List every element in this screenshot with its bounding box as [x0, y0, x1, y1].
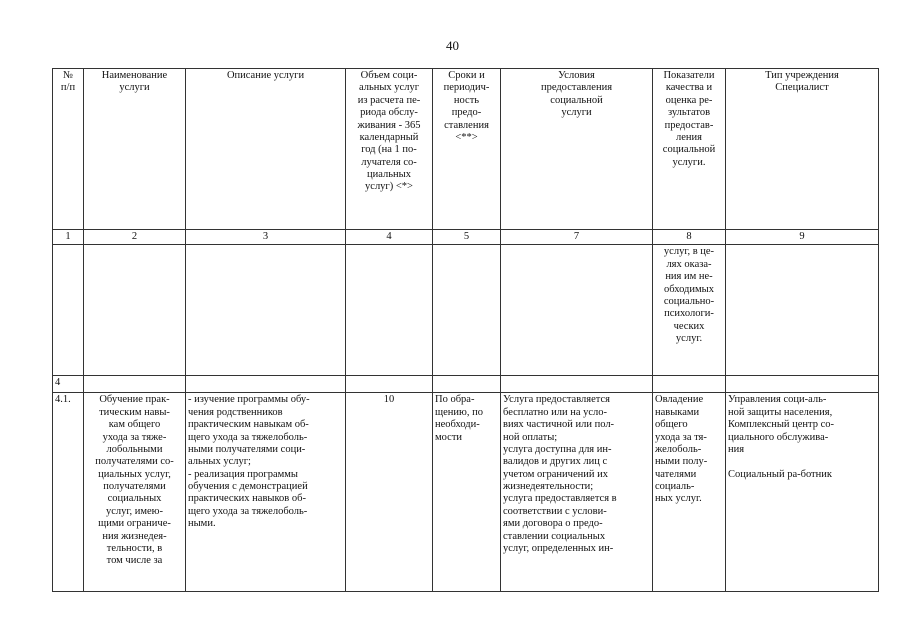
header-cell-description: Описание услуги [186, 69, 346, 230]
column-number: 4 [346, 230, 433, 245]
service-institution: Управления соци-аль- ной защиты населения, Комплексный центр со- циального обслужива- ния Социальный ра-ботник [726, 393, 879, 592]
empty-cell [346, 376, 433, 393]
service-row-4-1 [53, 393, 879, 592]
empty-cell [53, 245, 84, 376]
empty-cell [186, 245, 346, 376]
service-conditions: Услуга предоставляется бесплатно или на усло- виях частичной или пол- ной оплаты; услуга доступна для ин- валидов и других лиц с учетом ограничений их жизнедеятельности; услуга предоставляется в соответствии с услови- ями договора о предо- ставлении социальных услуг, определенных ин- [501, 393, 653, 592]
header-cell-volume: Объем соци- альных услуг из расчета пе- риода обслу- живания - 365 календарный год (на 1 по- лучателя со- циальных услуг) <*> [346, 69, 433, 230]
service-description: - изучение программы обу- чения родственников практическим навыкам об- щего ухода за тяжелоболь- ными получателями соци- альных услуг; - реализация программы обучения с демонстрацией практических навыков об- щего ухода за тяжелоболь- ными. [186, 393, 346, 592]
empty-cell [433, 245, 501, 376]
header-cell-quality: Показатели качества и оценка ре- зультатов предостав- ления социальной услуги. [653, 69, 726, 230]
header-cell-number: № п/п [53, 69, 84, 230]
empty-cell [501, 245, 653, 376]
column-number: 3 [186, 230, 346, 245]
empty-cell [84, 376, 186, 393]
header-cell-conditions: Условия предоставления социальной услуги [501, 69, 653, 230]
column-number: 7 [501, 230, 653, 245]
service-terms: По обра- щению, по необходи- мости [433, 393, 501, 592]
column-numbers-row [53, 230, 879, 245]
header-cell-terms: Сроки и периодич- ность предо- ставления <**> [433, 69, 501, 230]
quality-continuation-cell: услуг, в це- лях оказа- ния им не- обходимых социально- психологи- ческих услуг. [653, 245, 726, 376]
services-table [52, 68, 879, 592]
service-quality: Овладение навыками общего ухода за тя- желоболь- ными полу- чателями социаль- ных услуг. [653, 393, 726, 592]
section-row [53, 376, 879, 393]
empty-cell [653, 376, 726, 393]
service-number: 4.1. [53, 393, 84, 592]
header-cell-name: Наименование услуги [84, 69, 186, 230]
empty-cell [346, 245, 433, 376]
header-row [53, 69, 879, 230]
continuation-row [53, 245, 879, 376]
column-number: 9 [726, 230, 879, 245]
empty-cell [726, 376, 879, 393]
empty-cell [433, 376, 501, 393]
service-volume: 10 [346, 393, 433, 592]
empty-cell [501, 376, 653, 393]
service-name: Обучение прак- тическим навы- кам общего ухода за тяже- лобольными получателями со- циальных услуг, получателями социальных услуг, имею- щими ограниче- ния жизнедея- тельности, в том числе за [84, 393, 186, 592]
column-number: 5 [433, 230, 501, 245]
page-number: 40 [446, 38, 459, 53]
section-number: 4 [53, 376, 84, 393]
empty-cell [186, 376, 346, 393]
header-cell-institution: Тип учреждения Специалист [726, 69, 879, 230]
column-number: 8 [653, 230, 726, 245]
empty-cell [84, 245, 186, 376]
empty-cell [726, 245, 879, 376]
column-number: 1 [53, 230, 84, 245]
column-number: 2 [84, 230, 186, 245]
